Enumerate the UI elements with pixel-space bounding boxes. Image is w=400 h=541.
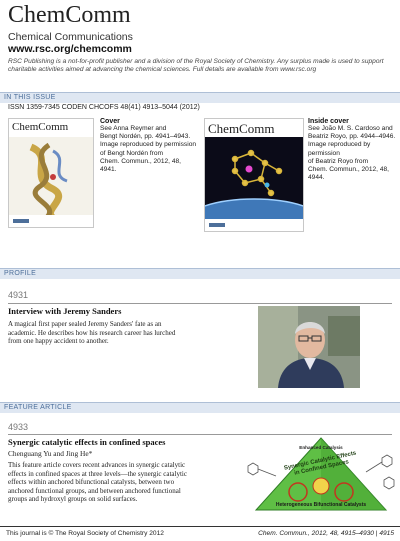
inside-cover-label: Inside cover xyxy=(308,118,349,125)
publisher-note: RSC Publishing is a not-for-profit publisher and a division of the Royal Society of Chemistry. Any surplus made is used to support charitable activities aimed at advancing the chemical sciences. Full details are available from www.rsc.org xyxy=(8,58,384,73)
page-number: 4933 xyxy=(8,422,29,432)
profile-photo xyxy=(258,306,360,388)
journal-title: ChemComm xyxy=(8,2,131,28)
cover-line: Image reproduced by permission xyxy=(100,141,197,149)
cover-label: Cover xyxy=(100,118,120,125)
cover-line: Bengt Nordén, pp. 4941–4943. xyxy=(100,133,191,141)
inside-cover-line: Chem. Commun., 2012, 48, 4944. xyxy=(308,166,389,182)
section-bar-profile xyxy=(0,268,400,279)
inside-cover-line: Beatriz Royo, pp. 4944–4946. xyxy=(308,133,396,141)
cover-line: of Bengt Nordén from xyxy=(100,149,164,157)
molecule-space-figure xyxy=(205,119,303,231)
section-heading: IN THIS ISSUE xyxy=(4,94,56,101)
footer-copyright: This journal is © The Royal Society of Chemistry 2012 xyxy=(6,530,164,537)
profile-line: A magical first paper sealed Jeremy Sanders' fate as an xyxy=(8,320,162,328)
profile-title[interactable]: Interview with Jeremy Sanders xyxy=(8,306,122,316)
section-bar-in-this-issue xyxy=(0,92,400,103)
profile-line: from one happy accident to another. xyxy=(8,337,109,345)
inside-cover-line: Image reproduced by permission xyxy=(308,141,371,157)
feature-graphic xyxy=(246,436,396,522)
inside-cover-image[interactable] xyxy=(204,118,304,232)
feature-line: effects within anchored bifunctional catalysts, between two xyxy=(8,478,175,486)
feature-line: groups and hydroxyl groups on solid surfaces. xyxy=(8,495,138,503)
journal-url[interactable]: www.rsc.org/chemcomm xyxy=(8,43,132,55)
dna-figure xyxy=(9,119,93,227)
cover-line: Chem. Commun., 2012, 48, 4941. xyxy=(100,157,181,174)
section-heading: FEATURE ARTICLE xyxy=(4,404,72,411)
cover-masthead: ChemComm xyxy=(12,121,69,133)
feature-line: effects in confined spaces at three levels—the synergic catalytic xyxy=(8,469,187,478)
profile-line: academic. He describes how his research career has lurched xyxy=(8,328,176,337)
footer-rule xyxy=(0,526,400,527)
issn-line: ISSN 1359-7345 CODEN CHCOFS 48(41) 4913–5044 (2012) xyxy=(8,104,200,111)
profile-abstract xyxy=(8,320,248,346)
graphic-bottom-label: Heterogeneous Bifunctional Catalysts xyxy=(275,502,367,508)
graphic-top-label: Enhanced Catalysis xyxy=(299,445,343,450)
feature-title[interactable]: Synergic catalytic effects in confined spaces xyxy=(8,437,166,447)
journal-subtitle: Chemical Communications xyxy=(8,31,133,43)
inside-cover-caption xyxy=(308,118,398,182)
feature-abstract xyxy=(8,461,240,504)
graphic-middle-label: Synergic Catalytic Effects in Confined Spaces xyxy=(283,450,357,477)
divider xyxy=(8,303,392,304)
divider xyxy=(8,434,392,435)
feature-line: anchored functional groups, and between anchored functional xyxy=(8,486,181,495)
inside-cover-line: See João M. S. Cardoso and xyxy=(308,125,393,132)
section-bar-feature-article xyxy=(0,402,400,413)
page-number: 4931 xyxy=(8,290,29,300)
cover-image[interactable] xyxy=(8,118,94,228)
portrait-illustration xyxy=(258,306,360,388)
section-heading: PROFILE xyxy=(4,270,37,277)
feature-line: This feature article covers recent advances in synergic catalytic xyxy=(8,461,186,469)
inside-cover-masthead: ChemComm xyxy=(208,121,275,136)
feature-authors: Chenguang Yu and Jing He* xyxy=(8,449,93,458)
cover-line: See Anna Reymer and xyxy=(100,125,167,132)
footer-citation: Chem. Commun., 2012, 48, 4915–4930 | 4915 xyxy=(258,530,394,537)
cover-caption xyxy=(100,118,198,174)
inside-cover-line: of Beatriz Royo from xyxy=(308,157,369,165)
